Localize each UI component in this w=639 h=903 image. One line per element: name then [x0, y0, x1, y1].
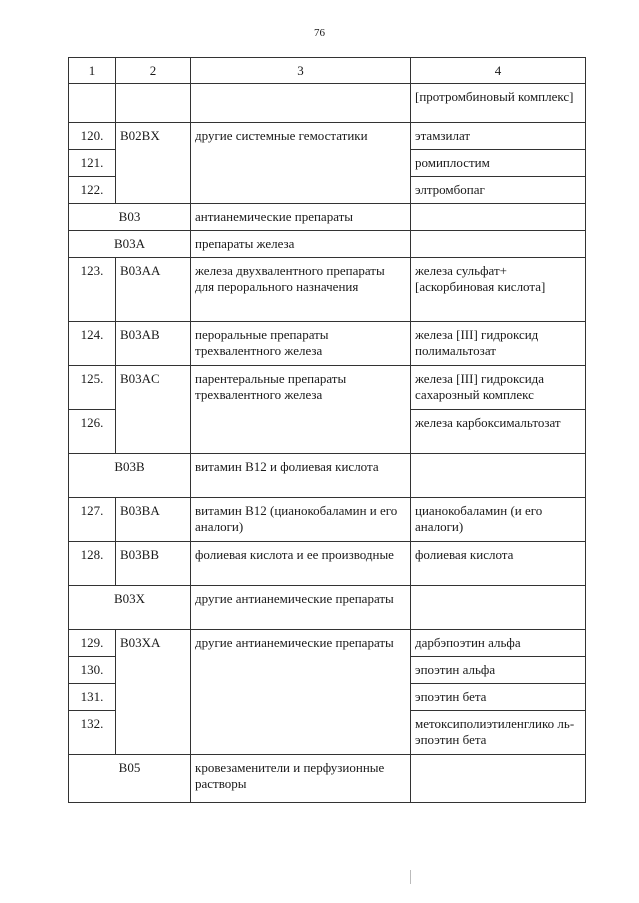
drug-name	[411, 230, 586, 257]
atc-code: B03XA	[116, 629, 191, 754]
atc-group-code: B03	[69, 203, 191, 230]
group-description: другие антианемические препараты	[191, 629, 411, 754]
drug-name: железа [III] гидроксид полимальтозат	[411, 321, 586, 365]
atc-group-code: B03A	[69, 230, 191, 257]
drug-classification-table	[68, 57, 586, 803]
group-description: витамин B12 и фолиевая кислота	[191, 453, 411, 497]
row-number: 130.	[69, 656, 116, 683]
drug-name: этамзилат	[411, 122, 586, 149]
drug-name: эпоэтин бета	[411, 683, 586, 710]
table-row	[69, 629, 586, 656]
drug-name	[411, 453, 586, 497]
row-number: 132.	[69, 710, 116, 754]
group-description: парентеральные препараты трехвалентного железа	[191, 365, 411, 453]
group-description: другие системные гемостатики	[191, 122, 411, 203]
row-number: 124.	[69, 321, 116, 365]
row-number: 120.	[69, 122, 116, 149]
group-description: пероральные препараты трехвалентного железа	[191, 321, 411, 365]
row-number: 131.	[69, 683, 116, 710]
atc-code	[116, 83, 191, 122]
atc-group-code: B03B	[69, 453, 191, 497]
group-description: фолиевая кислота и ее производные	[191, 541, 411, 585]
table-row	[69, 257, 586, 321]
group-row	[69, 230, 586, 257]
atc-code: B03AA	[116, 257, 191, 321]
row-number	[69, 83, 116, 122]
atc-code: B02BX	[116, 122, 191, 203]
row-number: 129.	[69, 629, 116, 656]
atc-code: B03BB	[116, 541, 191, 585]
drug-name: железа [III] гидроксида сахарозный комплекс	[411, 365, 586, 409]
group-row	[69, 203, 586, 230]
drug-name: элтромбопаг	[411, 176, 586, 203]
table-row	[69, 497, 586, 541]
drug-name: [протромбиновый комплекс]	[411, 83, 586, 122]
group-row	[69, 585, 586, 629]
group-description: железа двухвалентного препараты для перорального назначения	[191, 257, 411, 321]
row-number: 126.	[69, 409, 116, 453]
row-number: 127.	[69, 497, 116, 541]
drug-name	[411, 754, 586, 802]
group-row	[69, 754, 586, 802]
group-description	[191, 83, 411, 122]
column-header: 1	[69, 58, 116, 84]
atc-code: B03AB	[116, 321, 191, 365]
row-number: 122.	[69, 176, 116, 203]
atc-group-code: B05	[69, 754, 191, 802]
table-row	[69, 365, 586, 409]
row-number: 121.	[69, 149, 116, 176]
drug-name: железа карбоксимальтозат	[411, 409, 586, 453]
table-row	[69, 83, 586, 122]
table-row	[69, 122, 586, 149]
drug-name	[411, 585, 586, 629]
column-header: 3	[191, 58, 411, 84]
page-number: 76	[314, 27, 325, 39]
atc-code: B03AC	[116, 365, 191, 453]
group-description: витамин B12 (цианокобаламин и его аналоги)	[191, 497, 411, 541]
atc-code: B03BA	[116, 497, 191, 541]
drug-name: ромиплостим	[411, 149, 586, 176]
drug-name	[411, 203, 586, 230]
drug-name: цианокобаламин (и его аналоги)	[411, 497, 586, 541]
drug-name: эпоэтин альфа	[411, 656, 586, 683]
table-row	[69, 541, 586, 585]
atc-group-code: B03X	[69, 585, 191, 629]
drug-name: железа сульфат+[аскорбиновая кислота]	[411, 257, 586, 321]
drug-name: дарбэпоэтин альфа	[411, 629, 586, 656]
column-header: 4	[411, 58, 586, 84]
group-description: кровезаменители и перфузионные растворы	[191, 754, 411, 802]
column-header: 2	[116, 58, 191, 84]
row-number: 128.	[69, 541, 116, 585]
row-number: 125.	[69, 365, 116, 409]
group-description: антианемические препараты	[191, 203, 411, 230]
table-header-row	[69, 58, 586, 84]
scan-artifact	[410, 870, 411, 884]
table-row	[69, 321, 586, 365]
drug-name: фолиевая кислота	[411, 541, 586, 585]
group-row	[69, 453, 586, 497]
group-description: препараты железа	[191, 230, 411, 257]
drug-name: метоксиполиэтиленглико ль- эпоэтин бета	[411, 710, 586, 754]
group-description: другие антианемические препараты	[191, 585, 411, 629]
row-number: 123.	[69, 257, 116, 321]
